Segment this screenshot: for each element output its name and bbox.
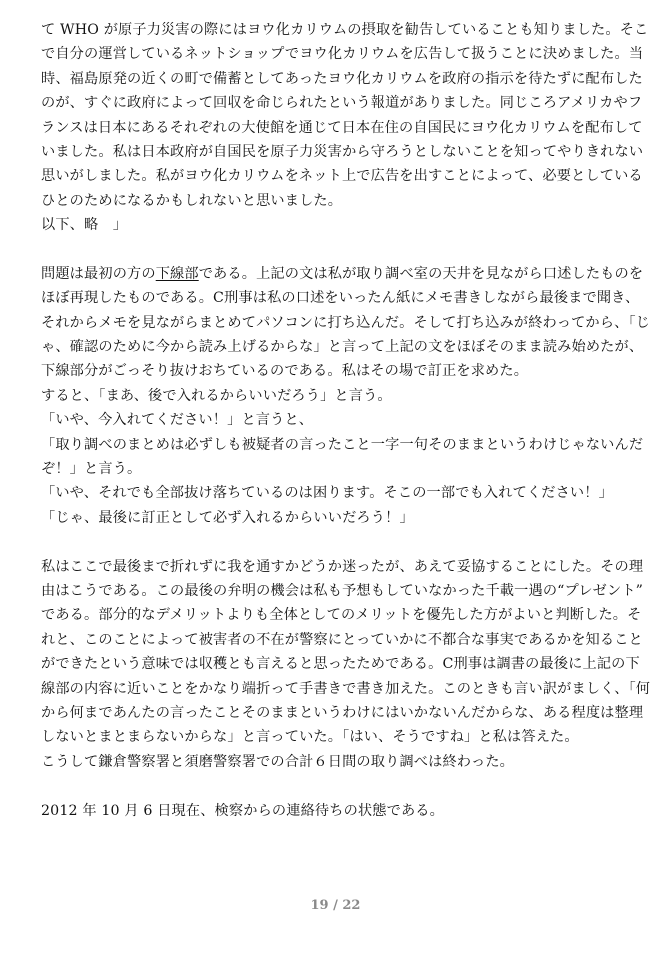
text-line: のが、すぐに政府によって回収を命じられたという報道がありました。同じころアメリカやフ: [41, 95, 643, 112]
text-segment: である。上記の文は私が取り調べ室の天井を見ながら口述したものを: [198, 265, 644, 282]
text-line: いました。私は日本政府が自国民を原子力災害から守ろうとしないことを知ってやりきれない: [41, 143, 644, 160]
text-line: 2012 年 10 月 6 日現在、検察からの連絡待ちの状態である。: [41, 802, 444, 819]
text-line: こうして鎌倉警察署と須磨警察署での合計６日間の取り調べは終わった。: [41, 753, 514, 770]
paragraph-gap: [41, 530, 641, 554]
text-line: 私はここで最後まで折れずに我を通すかどうか迷ったが、あえて妥協することにした。その理: [41, 558, 644, 575]
text-line: 線部の内容に近いことをかなり端折って手書きで書き加えた。このときも言い訳がましく、「何: [41, 680, 651, 697]
text-line: 下線部分がごっそり抜けおちているのである。私はその場で訂正を求めた。: [41, 363, 529, 380]
text-segment: 問題は最初の方の: [41, 265, 156, 282]
text-line: 「いや、それでも全部抜け落ちているのは困ります。そこの一部でも入れてください！」: [41, 485, 613, 502]
text-line: 思いがしました。私がヨウ化カリウムをネット上で広告を出すことによって、必要としている: [41, 168, 643, 185]
text-line: ゃ、確認のために今から読み上げるからな」と言って上記の文をほぼそのまま読み始めたが、: [41, 339, 644, 356]
text-line: 「じゃ、最後に訂正として必ず入れるからいいだろう！」: [41, 509, 414, 526]
text-line: ほぼ再現したものである。C刑事は私の口述をいったん紙にメモ書きしながら最後まで聞き、: [41, 290, 640, 307]
text-line: れと、このことによって被害者の不在が警察にとっていかに不都合な事実であるかを知ること: [41, 631, 643, 648]
text-line: 時、福島原発の近くの町で備蓄としてあったヨウ化カリウムを政府の指示を待たずに配布した: [41, 70, 643, 87]
text-line: 「取り調べのまとめは必ずしも被疑者の言ったこと一字一句そのままというわけじゃないんだ: [41, 436, 644, 453]
text-line: である。部分的なデメリットよりも全体としてのメリットを優先した方がよいと判断した。そ: [41, 607, 642, 624]
document-body: [41, 18, 651, 823]
paragraph-gap: [41, 238, 641, 262]
page-number: 19 / 22: [310, 898, 361, 913]
underlined-text: 下線部: [155, 265, 199, 282]
text-line: ができたという意味では収穫とも言えると思ったためである。C刑事は調書の最後に上記の下: [41, 656, 640, 673]
paragraph-gap: [41, 774, 641, 798]
text-line: 由はこうである。この最後の弁明の機会は私も予想もしていなかった千載一遇の“プレゼント”: [41, 582, 644, 599]
text-line: しないとまとまらないからな」と言っていた。「はい、そうですね」と私は答えた。: [41, 729, 579, 746]
text-line: ランスは日本にあるそれぞれの大使館を通じて日本在住の自国民にヨウ化カリウムを配布して: [41, 119, 643, 136]
text-line: 「いや、今入れてください！」と言うと、: [41, 412, 314, 429]
text-line: て WHO が原子力災害の際にはヨウ化カリウムの摂取を勧告していることも知りました。そこ: [41, 22, 649, 38]
text-line: から何まであんたの言ったことそのままというわけにはいかないんだからな、ある程度は整理: [41, 704, 644, 721]
text-line: 以下、略 」: [41, 217, 128, 234]
text-line: それからメモを見ながらまとめてパソコンに打ち込んだ。そして打ち込みが終わってから、「じ: [41, 314, 650, 331]
text-line: で自分の運営しているネットショップでヨウ化カリウムを広告して扱うことに決めました。当: [41, 46, 644, 63]
text-line: [41, 262, 644, 286]
text-line: ひとのためになるかもしれないと思いました。: [41, 192, 343, 209]
text-line: ぞ！」と言う。: [41, 461, 142, 478]
text-line: すると、「まあ、後で入れるからいいだろう」と言う。: [41, 387, 392, 404]
